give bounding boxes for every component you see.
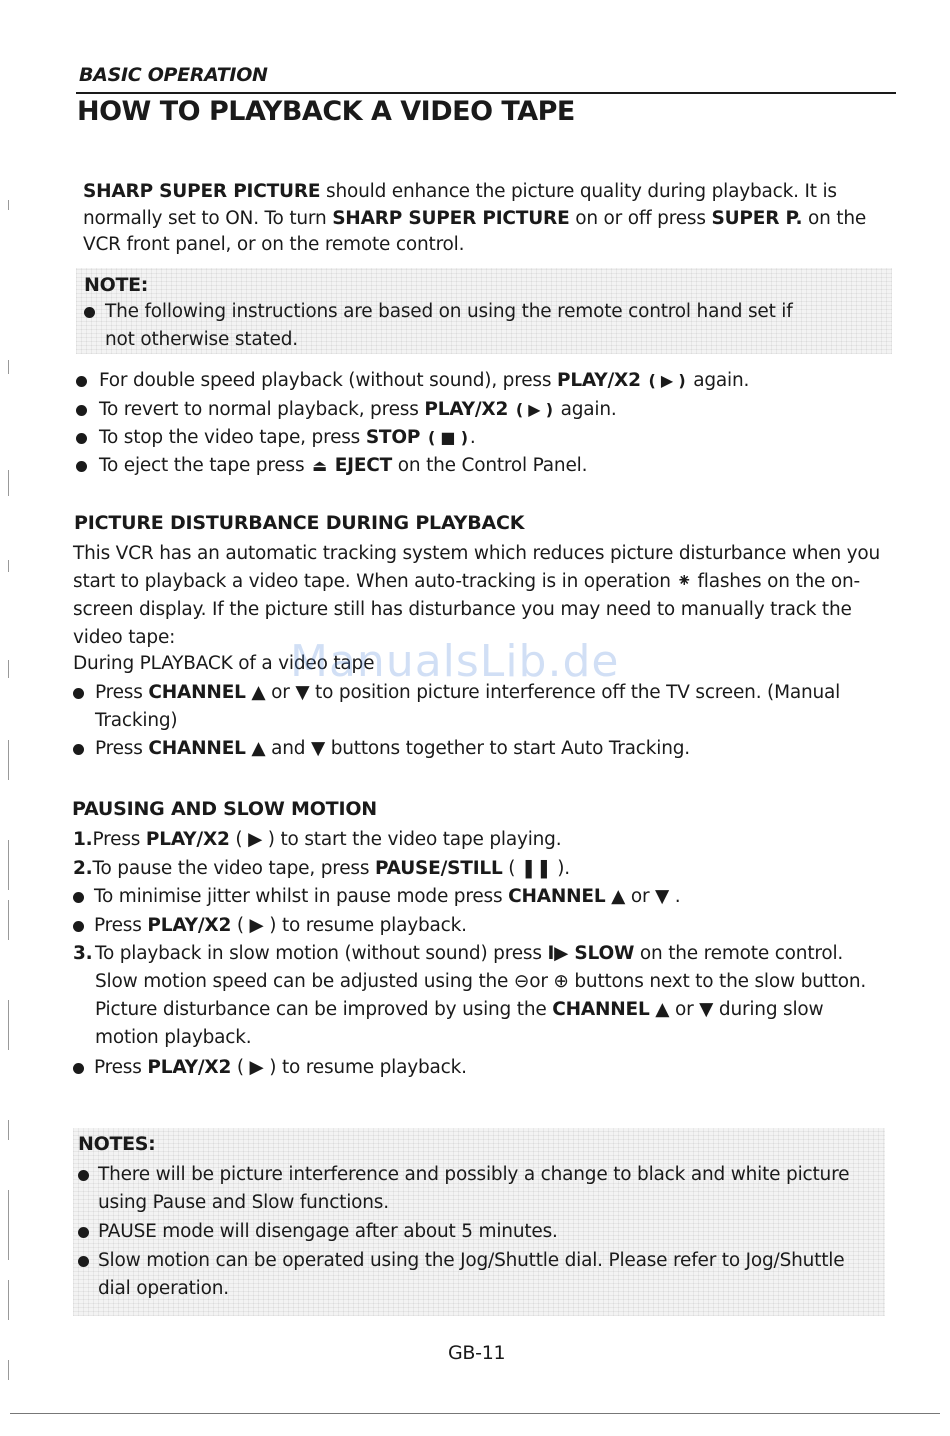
item-text: Press [94, 1057, 148, 1078]
item-text: For double speed playback (without sound), press [99, 370, 557, 391]
item-text: To pause the video tape, press [92, 858, 375, 879]
bullet-icon [76, 433, 87, 444]
item-text: on the remote control. Slow motion speed can be adjusted using the ⊖or ⊕ buttons next to the slow button. Picture disturbance can be improved by using the [95, 943, 867, 1020]
play-icon: ( ▶ ) [515, 400, 553, 419]
bottom-rule [10, 1413, 940, 1414]
bullet-icon [78, 1256, 89, 1267]
item-text: To playback in slow motion (without sound) press [95, 943, 548, 964]
note-text: Slow motion can be operated using the Jog/Shuttle dial. Please refer to Jog/Shuttle dial operation. [98, 1250, 845, 1299]
button-name: CHANNEL [552, 999, 650, 1020]
item-text: To stop the video tape, press [99, 427, 366, 448]
section-heading: PAUSING AND SLOW MOTION [72, 798, 377, 820]
note-item [78, 1161, 868, 1217]
bullet-icon [73, 921, 84, 932]
step-1 [73, 826, 561, 854]
stop-icon: ( ■ ) [427, 428, 468, 447]
button-name: PLAY/X2 [147, 1057, 232, 1078]
list-item [76, 424, 476, 452]
list-item [76, 396, 617, 424]
bullet-icon [76, 405, 87, 416]
list-item [73, 912, 467, 940]
item-text: again. [554, 399, 617, 420]
button-name: CHANNEL [508, 886, 606, 907]
notes-box [73, 1128, 885, 1316]
item-text: To revert to normal playback, press [99, 399, 425, 420]
disturbance-lead: During PLAYBACK of a video tape [73, 653, 375, 674]
item-text: ( ▶ ) to resume playback. [231, 1057, 467, 1078]
note-item [84, 298, 844, 354]
item-text: . [469, 427, 476, 448]
item-text: To eject the tape press [99, 455, 311, 476]
item-text: on the Control Panel. [392, 455, 588, 476]
bullet-icon [78, 1170, 89, 1181]
button-name: CHANNEL [148, 738, 246, 759]
button-name: PLAY/X2 [145, 829, 230, 850]
watermark: ManualsLib.de [290, 636, 620, 687]
item-text: ▲ or ▼ . [605, 886, 681, 907]
page-number: GB-11 [448, 1342, 506, 1364]
intro-bold-1: SHARP SUPER PICTURE [83, 181, 321, 202]
button-name: CHANNEL [148, 682, 246, 703]
item-text: ( ❚❚ ). [502, 858, 570, 879]
bullet-icon [73, 892, 84, 903]
step-number: 2. [73, 858, 93, 879]
item-text: Press [92, 829, 146, 850]
item-text: Press [94, 915, 148, 936]
intro-text-2: on or off press [569, 207, 712, 229]
list-item [73, 679, 873, 735]
item-text: Press [95, 682, 149, 703]
item-text: ( ▶ ) to start the video tape playing. [229, 829, 562, 850]
section-label: BASIC OPERATION [79, 64, 268, 86]
button-name: PLAY/X2 [424, 399, 509, 420]
page-title: HOW TO PLAYBACK A VIDEO TAPE [77, 96, 575, 127]
intro-text-1: should enhance the picture quality during playback. It is normally set to ON. To turn [83, 181, 837, 229]
list-item [73, 883, 680, 911]
item-text: Press [95, 738, 149, 759]
step-number: 1. [73, 829, 93, 850]
item-text: ▲ or ▼ during slow motion playback. [95, 999, 824, 1048]
note-box [76, 268, 892, 354]
item-text: ▲ or ▼ to position picture interference off the TV screen. (Manual Tracking) [95, 682, 841, 731]
item-text: ( ▶ ) to resume playback. [231, 915, 467, 936]
list-item [73, 735, 690, 763]
item-text: ▲ and ▼ buttons together to start Auto Tracking. [245, 738, 690, 759]
bullet-icon [76, 461, 87, 472]
intro-bold-2: SHARP SUPER PICTURE [332, 207, 570, 229]
step-3 [73, 940, 883, 1052]
margin-marks [8, 200, 12, 1400]
button-name: PAUSE/STILL [375, 858, 503, 879]
intro-text-3: on the VCR front panel, or on the remote control. [83, 207, 867, 255]
list-item [73, 1054, 467, 1082]
note-text: The following instructions are based on using the remote control hand set if not otherwise stated. [105, 301, 793, 350]
button-name: EJECT [334, 455, 393, 476]
play-icon: ( ▶ ) [648, 371, 686, 390]
note-title: NOTE: [84, 274, 149, 296]
note-text: There will be picture interference and possibly a change to black and white picture using Pause and Slow functions. [98, 1164, 850, 1213]
button-name: I▶ SLOW [547, 943, 635, 964]
list-item [76, 367, 749, 395]
bullet-icon [78, 1227, 89, 1238]
bullet-icon [73, 744, 84, 755]
notes-title: NOTES: [78, 1133, 156, 1155]
section-rule [76, 92, 896, 94]
bullet-icon [73, 1063, 84, 1074]
item-text: again. [687, 370, 750, 391]
list-item [76, 452, 587, 480]
button-name: STOP [365, 427, 421, 448]
bullet-icon [73, 688, 84, 699]
note-item [78, 1247, 868, 1303]
eject-icon: ⏏ [312, 456, 328, 475]
step-number: 3. [73, 943, 93, 964]
bullet-icon [76, 376, 87, 387]
step-2 [73, 855, 570, 883]
button-name: PLAY/X2 [147, 915, 232, 936]
section-heading: PICTURE DISTURBANCE DURING PLAYBACK [74, 512, 525, 534]
item-text: To minimise jitter whilst in pause mode press [94, 886, 509, 907]
note-item [78, 1218, 868, 1246]
bullet-icon [84, 307, 95, 318]
intro-bold-3: SUPER P. [711, 207, 803, 229]
disturbance-paragraph: This VCR has an automatic tracking system which reduces picture disturbance when you start to playback a video tape. When auto-tracking is in operation ⁕ flashes on the on-screen display. If the picture still has disturbance you may need to manually track the video tape: [73, 543, 881, 648]
intro-paragraph [83, 179, 883, 259]
button-name: PLAY/X2 [556, 370, 641, 391]
note-text: PAUSE mode will disengage after about 5 minutes. [98, 1221, 558, 1242]
